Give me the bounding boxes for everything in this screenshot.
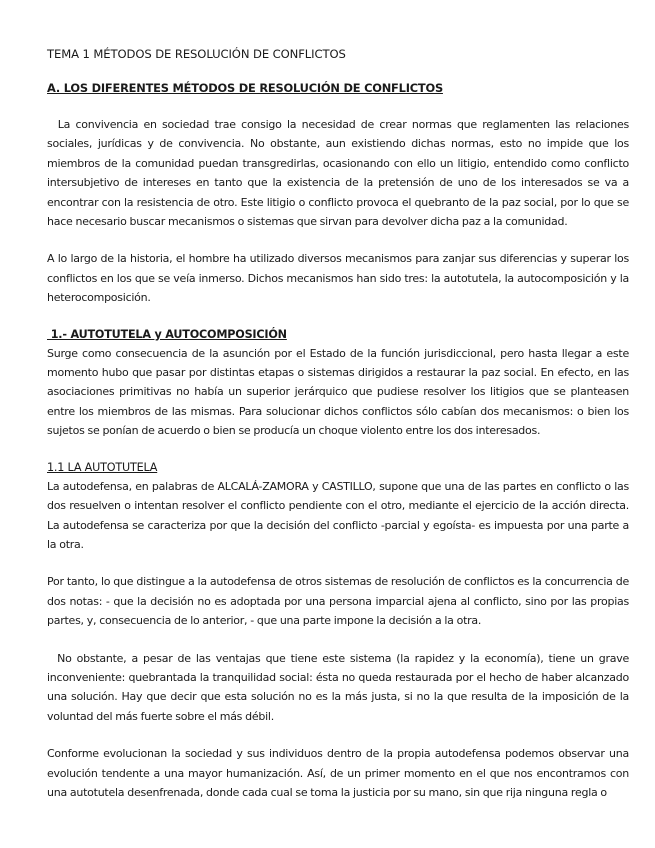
autotutela-paragraph-2: Por tanto, lo que distingue a la autodefensa de otros sistemas de resolución de conflictos es la concurrencia de dos notas: - que la decisión no es adoptada por una persona imparcial ajena al conflicto, sino por las propias partes, y, consecuencia de lo anterior, - que una parte impone la decisión a la otra. xyxy=(47,575,629,628)
document-title: TEMA 1 MÉTODOS DE RESOLUCIÓN DE CONFLICTOS xyxy=(47,47,346,61)
subsection-1-paragraph: Surge como consecuencia de la asunción por el Estado de la función jurisdiccional, pero hasta llegar a este momento hubo que pasar por distintas etapas o sistemas dirigidos a restaurar la paz social. En efecto, en las asociaciones primitivas no había un superior jerárquico que pudiese resolver los litigios que se planteasen entre los miembros de las mismas. Para solucionar dichos conflictos sólo cabían dos mecanismos: o bien los sujetos se ponían de acuerdo o bien se producía un choque violento entre los dos interesados. xyxy=(47,346,629,438)
autotutela-paragraph-4: Conforme evolucionan la sociedad y sus individuos dentro de la propia autodefensa podemos observar una evolución tendente a una mayor humanización. Así, de un primer momento en el que nos encontramos con una autotutela desenfrenada, donde cada cual se toma la justicia por su mano, sin que rija ninguna regla o xyxy=(47,747,629,799)
intro-paragraph-1: La convivencia en sociedad trae consigo la necesidad de crear normas que reglamenten las relaciones sociales, jurídicas y de convivencia. No obstante, aun existiendo dichas normas, esto no impide que los miembros de la comunidad puedan transgredirlas, ocasionando con ello un litigio, entendido como conflicto intersubjetivo de intereses en tanto que la existencia de la pretensión de uno de los interesados se va a encontrar con la resistencia de otro. Este litigio o conflicto provoca el quebranto de la paz social, por lo que se hace necesario buscar mecanismos o sistemas que sirvan para devolver dicha paz a la comunidad. xyxy=(47,118,632,229)
autotutela-paragraph-3: No obstante, a pesar de las ventajas que tiene este sistema (la rapidez y la economía), tiene un grave inconveniente: quebrantada la tranquilidad social: ésta no queda restaurada por el hecho de haber alcanzado una solución. Hay que decir que esta solución no es la más justa, si no la que resulta de la imposición de la voluntad del más fuerte sobre el más débil. xyxy=(47,651,632,723)
autotutela-paragraph-1: La autodefensa, en palabras de ALCALÁ-ZAMORA y CASTILLO, supone que una de las partes en conflicto o las dos resuelven o intentan resolver el conflicto pendiente con el otro, mediante el ejercicio de la acción directa. La autodefensa se caracteriza por que la decisión del conflicto -parcial y egoísta- es impuesta por una parte a la otra. xyxy=(47,479,629,551)
intro-paragraph-2: A lo largo de la historia, el hombre ha utilizado diversos mecanismos para zanjar sus diferencias y superar los conflictos en los que se veía inmerso. Dichos mecanismos han sido tres: la autotutela, la autocomposición y la heterocomposición. xyxy=(47,252,629,305)
subsection-1-heading: 1.- AUTOTUTELA y AUTOCOMPOSICIÓN xyxy=(47,327,287,341)
section-a-heading: A. LOS DIFERENTES MÉTODOS DE RESOLUCIÓN DE CONFLICTOS xyxy=(47,81,443,95)
subsection-1-1-heading: 1.1 LA AUTOTUTELA xyxy=(47,460,158,474)
